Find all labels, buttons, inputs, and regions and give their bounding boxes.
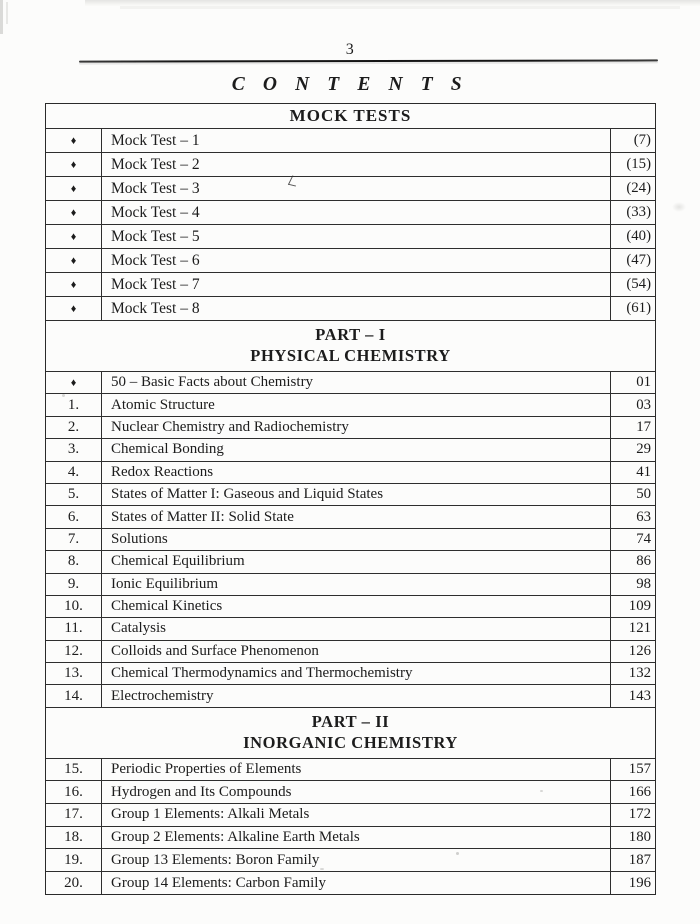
row-page-number: (61): [610, 297, 655, 320]
row-number-text: 15.: [64, 761, 83, 778]
row-number: [46, 394, 102, 415]
part-subject: PHYSICAL CHEMISTRY: [250, 346, 451, 365]
row-page-number: 121: [610, 618, 655, 639]
row-page-number: (7): [610, 129, 655, 152]
row-page-number: (33): [610, 201, 655, 224]
row-title: Group 2 Elements: Alkaline Earth Metals: [111, 828, 360, 845]
toc-row: [46, 529, 655, 551]
row-title: Mock Test – 3: [111, 179, 200, 197]
row-number: [46, 439, 102, 460]
row-title: Group 14 Elements: Carbon Family: [111, 874, 326, 891]
row-page-number: 86: [610, 551, 655, 572]
row-number: [46, 781, 102, 803]
diamond-bullet-icon: [46, 273, 102, 296]
toc-row: [46, 297, 655, 321]
row-number: [46, 618, 102, 639]
row-number-text: 20.: [64, 874, 83, 891]
row-title: Mock Test – 2: [111, 155, 200, 173]
row-page-number: 180: [610, 827, 655, 849]
row-title: Group 13 Elements: Boron Family: [111, 851, 320, 868]
diamond-bullet-icon: [46, 249, 102, 272]
toc-row: [46, 484, 655, 506]
row-number-text: 2.: [67, 418, 80, 435]
toc-row: [46, 596, 655, 618]
scan-edge-shadow-faint: [120, 6, 680, 9]
row-title: Mock Test – 1: [111, 131, 200, 149]
toc-row: [46, 618, 655, 640]
row-title: Chemical Kinetics: [111, 598, 223, 615]
contents-table: [45, 103, 656, 895]
toc-row: [46, 663, 655, 685]
row-title: Ionic Equilibrium: [111, 575, 219, 592]
toc-row: [46, 759, 655, 782]
diamond-bullet-icon: [46, 201, 102, 224]
row-page-number: (15): [610, 153, 655, 176]
row-number-text: 4.: [67, 463, 80, 480]
diamond-bullet-icon: ♦: [70, 182, 77, 195]
row-title: Catalysis: [111, 620, 166, 637]
diamond-bullet-icon: ♦: [70, 134, 77, 147]
row-number-text: 14.: [64, 687, 83, 704]
diamond-bullet-icon: ♦: [70, 206, 77, 219]
toc-row: [46, 394, 655, 416]
toc-row: [46, 153, 655, 177]
toc-row: [46, 273, 655, 297]
diamond-bullet-icon: [46, 225, 102, 248]
row-number: [46, 529, 102, 550]
row-page-number: (47): [610, 249, 655, 272]
toc-row: [46, 872, 655, 895]
toc-row: [46, 249, 655, 273]
row-title: Solutions: [111, 530, 168, 547]
row-number-text: 7.: [67, 530, 80, 547]
row-title: Chemical Thermodynamics and Thermochemistry: [111, 665, 413, 682]
diamond-bullet-icon: [46, 129, 102, 152]
toc-row: [46, 417, 655, 439]
row-number: [46, 506, 102, 527]
row-page-number: 196: [610, 872, 655, 895]
diamond-bullet-icon: ♦: [70, 254, 77, 267]
row-number-text: 5.: [67, 486, 80, 503]
row-number: [46, 759, 102, 781]
row-title: Atomic Structure: [111, 396, 215, 413]
row-number: [46, 417, 102, 438]
row-title: Group 1 Elements: Alkali Metals: [111, 806, 310, 823]
row-page-number: 132: [610, 663, 655, 684]
row-number: [46, 596, 102, 617]
diamond-bullet-icon: ♦: [70, 158, 77, 171]
row-number-text: 18.: [64, 828, 83, 845]
section-header: MOCK TESTS: [46, 104, 655, 129]
row-page-number: 29: [610, 439, 655, 460]
row-page-number: 03: [610, 394, 655, 415]
row-page-number: 126: [610, 641, 655, 662]
row-number: [46, 462, 102, 483]
row-number-text: 16.: [64, 783, 83, 800]
row-page-number: (40): [610, 225, 655, 248]
row-number: [46, 574, 102, 595]
row-title: 50 – Basic Facts about Chemistry: [111, 374, 314, 391]
toc-row: [46, 551, 655, 573]
row-number-text: 3.: [67, 441, 80, 458]
part-label: PART – I: [315, 325, 386, 344]
diamond-bullet-icon: ♦: [70, 278, 77, 291]
row-title: Mock Test – 5: [111, 227, 200, 245]
row-number-text: 12.: [64, 642, 83, 659]
row-page-number: 17: [610, 417, 655, 438]
scan-left-edge-mark-2: [6, 2, 8, 24]
row-page-number: 98: [610, 574, 655, 595]
row-title: Redox Reactions: [111, 463, 214, 480]
scan-smudge: [672, 202, 686, 212]
row-title: Periodic Properties of Elements: [111, 761, 302, 778]
page-title: C O N T E N T S: [231, 74, 469, 95]
toc-row: [46, 574, 655, 596]
row-number-text: 9.: [67, 575, 80, 592]
row-page-number: 01: [610, 372, 655, 393]
row-title: Colloids and Surface Phenomenon: [111, 642, 319, 659]
row-page-number: 172: [610, 804, 655, 826]
row-number: [46, 641, 102, 662]
toc-row: [46, 641, 655, 663]
row-number-text: 10.: [64, 598, 83, 615]
diamond-bullet-icon: ♦: [70, 302, 77, 315]
toc-row: [46, 462, 655, 484]
row-page-number: 63: [610, 506, 655, 527]
part-subject: INORGANIC CHEMISTRY: [243, 732, 458, 752]
row-page-number: 41: [610, 462, 655, 483]
diamond-bullet-icon: [46, 297, 102, 320]
row-page-number: 74: [610, 529, 655, 550]
toc-row: [46, 129, 655, 153]
row-number-text: 6.: [67, 508, 80, 525]
diamond-bullet-icon: [46, 153, 102, 176]
row-title: Hydrogen and Its Compounds: [111, 783, 292, 800]
row-title: Nuclear Chemistry and Radiochemistry: [111, 418, 349, 435]
page-number: 3: [345, 41, 355, 58]
row-title: Mock Test – 6: [111, 251, 200, 269]
row-number: [46, 804, 102, 826]
row-title: Mock Test – 4: [111, 203, 200, 221]
row-number: [46, 484, 102, 505]
row-number: [46, 663, 102, 684]
row-title: Mock Test – 8: [111, 299, 200, 317]
toc-row: [46, 177, 655, 201]
row-title: States of Matter I: Gaseous and Liquid States: [111, 486, 384, 503]
row-number-text: 13.: [64, 665, 83, 682]
row-page-number: 166: [610, 781, 655, 803]
diamond-bullet-icon: ♦: [70, 230, 77, 243]
row-number: [46, 685, 102, 706]
row-title: Chemical Bonding: [111, 441, 224, 458]
row-title: Chemical Equilibrium: [111, 553, 245, 570]
diamond-bullet-icon: [46, 177, 102, 200]
toc-row: [46, 439, 655, 461]
toc-row: [46, 804, 655, 827]
row-number-text: 8.: [67, 553, 80, 570]
toc-row: [46, 849, 655, 872]
row-title: Electrochemistry: [111, 687, 214, 704]
row-page-number: 50: [610, 484, 655, 505]
scan-left-edge-mark: [0, 0, 3, 34]
toc-row: [46, 827, 655, 850]
row-number: [46, 827, 102, 849]
row-page-number: (24): [610, 177, 655, 200]
row-page-number: 109: [610, 596, 655, 617]
header-rule: [79, 59, 658, 62]
row-number-text: 11.: [64, 620, 83, 637]
part-label: PART – II: [311, 711, 390, 731]
toc-row: [46, 506, 655, 528]
diamond-bullet-icon: [46, 372, 102, 393]
row-page-number: 187: [610, 849, 655, 871]
row-page-number: (54): [610, 273, 655, 296]
row-page-number: 157: [610, 759, 655, 781]
row-number: [46, 551, 102, 572]
toc-row: [46, 685, 655, 707]
row-number: [46, 849, 102, 871]
toc-row: [46, 225, 655, 249]
row-number-text: 1.: [67, 396, 80, 413]
part-header: [46, 321, 655, 372]
row-number-text: 17.: [64, 806, 83, 823]
toc-row: [46, 201, 655, 225]
toc-row: [46, 781, 655, 804]
diamond-bullet-icon: ♦: [70, 376, 77, 389]
part-header: [46, 708, 655, 759]
row-title: States of Matter II: Solid State: [111, 508, 294, 525]
row-page-number: 143: [610, 685, 655, 706]
row-title: Mock Test – 7: [111, 275, 200, 293]
toc-row: [46, 372, 655, 394]
row-number-text: 19.: [64, 851, 83, 868]
row-number: [46, 872, 102, 895]
